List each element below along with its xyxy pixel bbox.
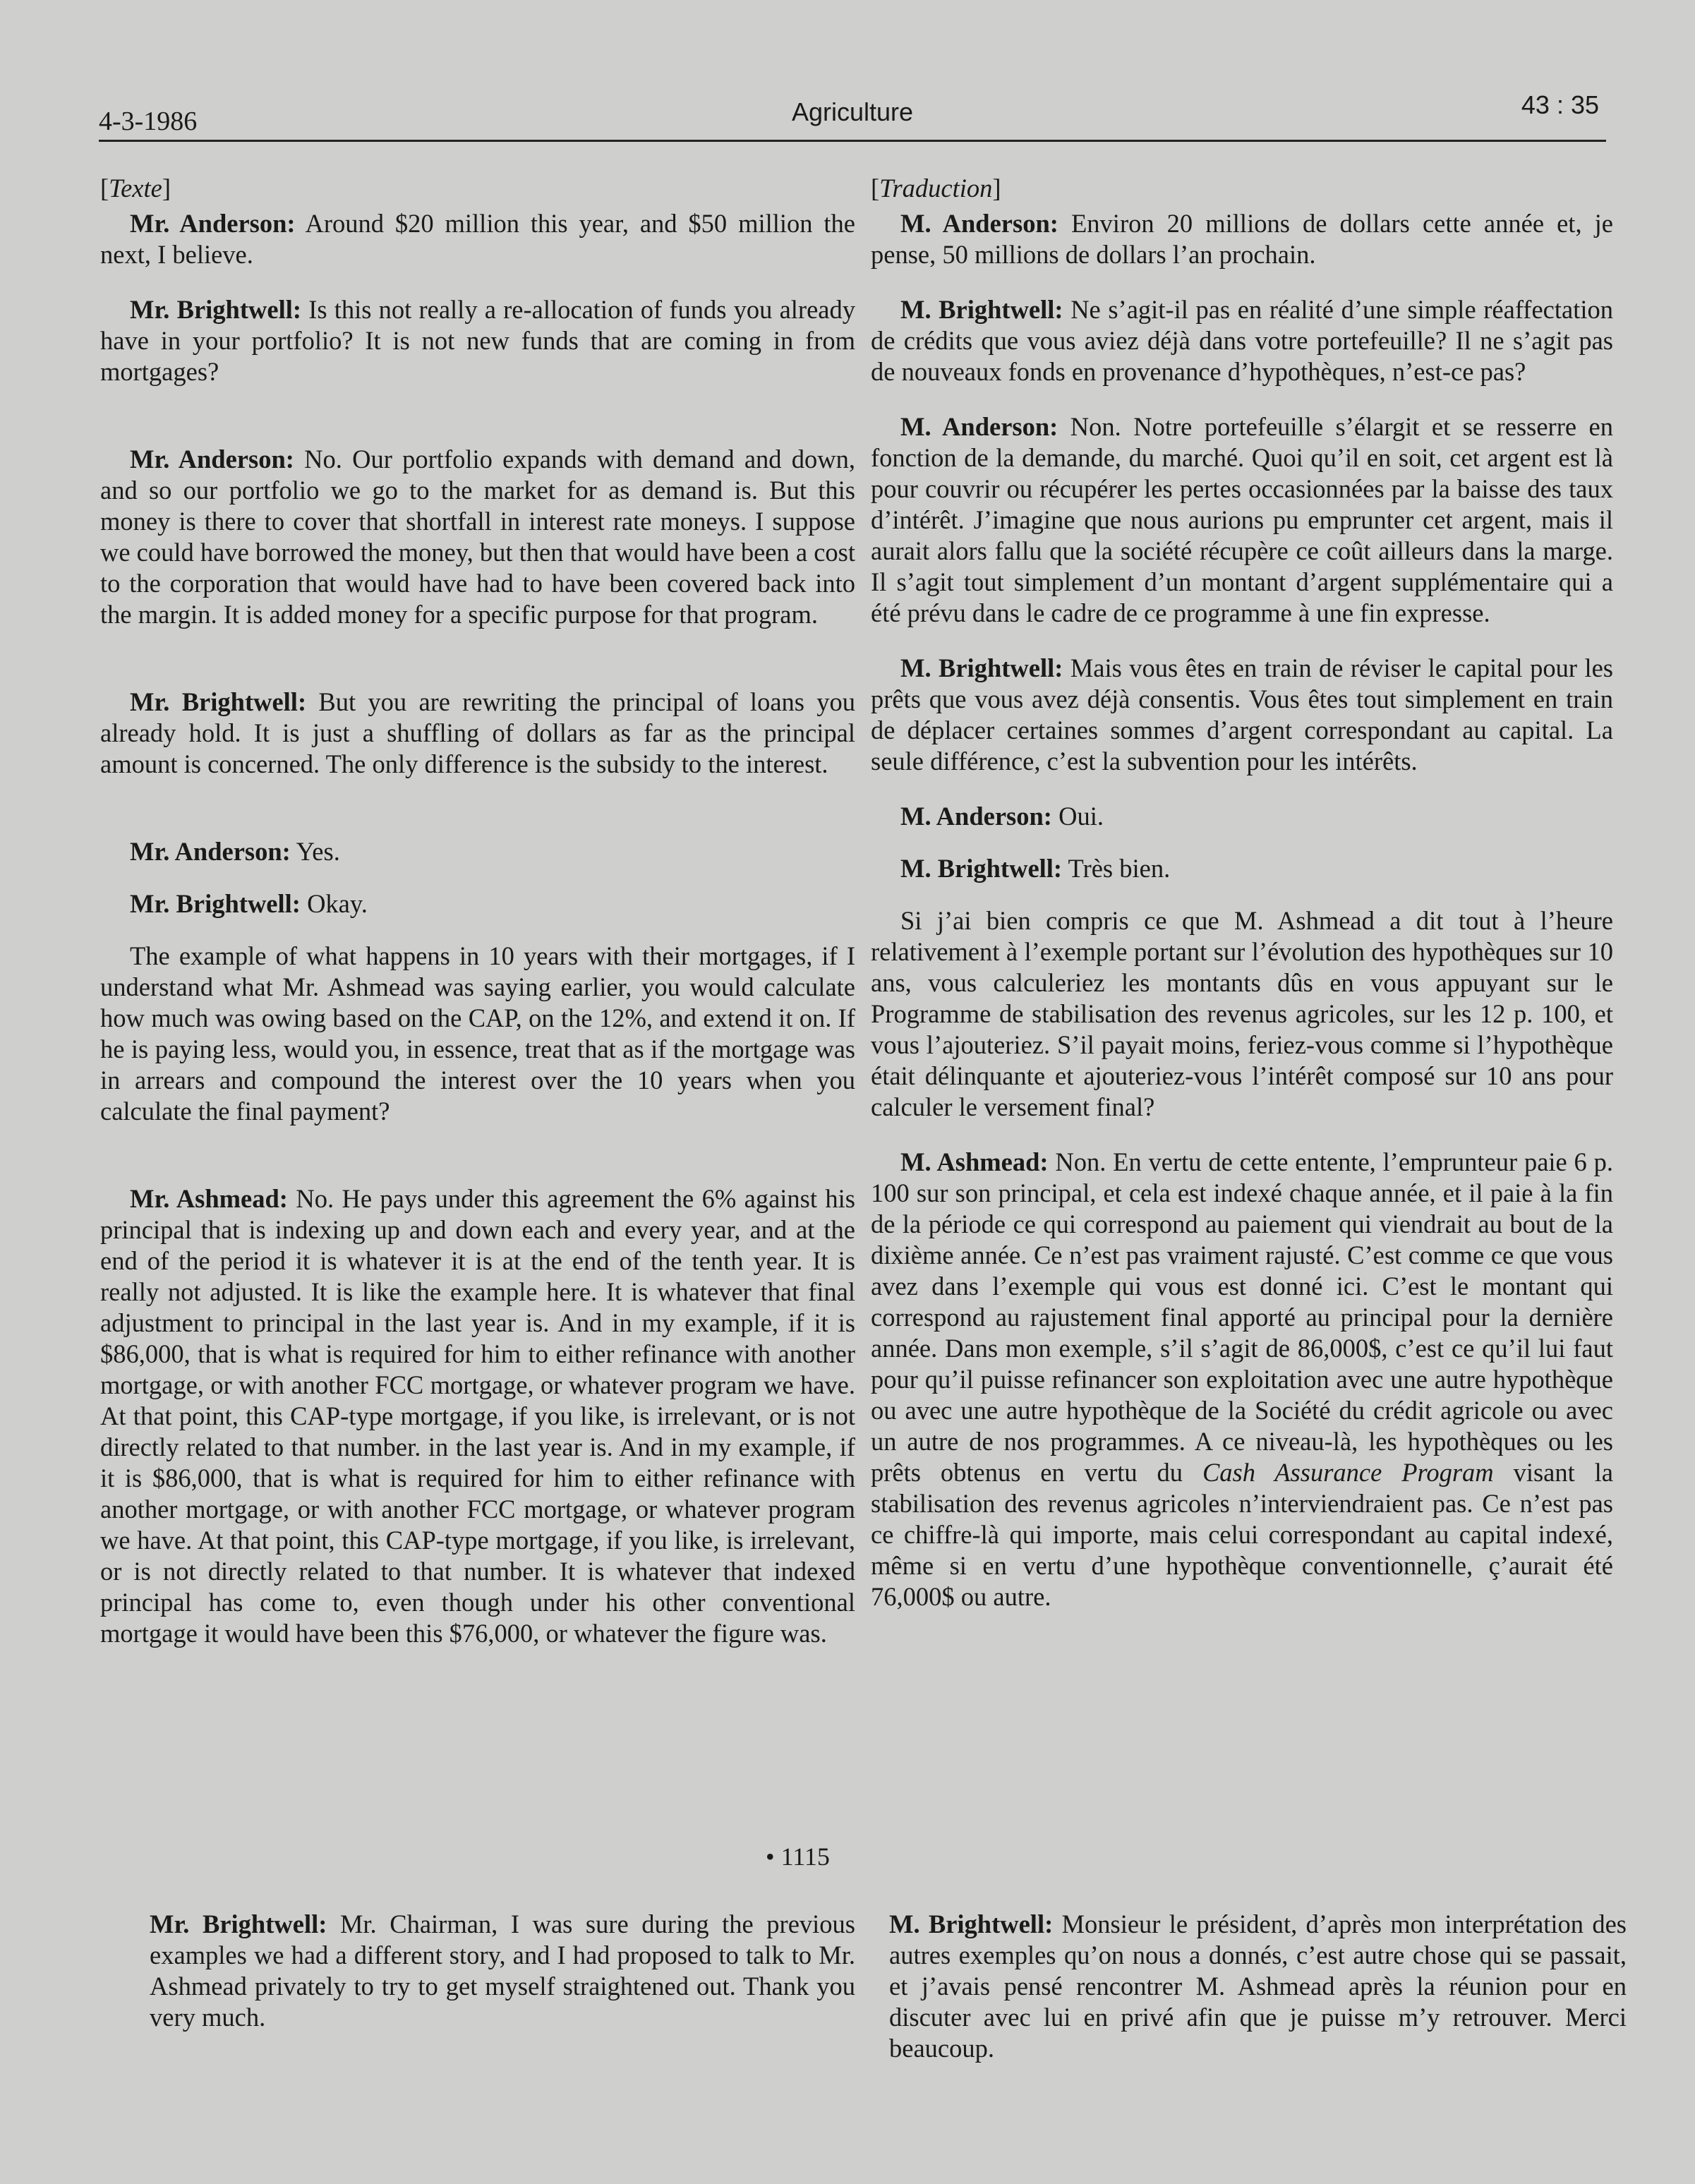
speech: Ne s’agit-il pas en réalité d’une simple réaffectation de crédits que vous aviez déjà dans votre portefeuille? Il ne s’agit pas de nouveaux fonds en provenance d’hypothèques, n’est-ce pas? bbox=[871, 295, 1613, 386]
paragraph bbox=[100, 1183, 855, 1649]
speech: Around $20 million this year, and $50 million the next, I believe. bbox=[100, 209, 855, 269]
paragraph bbox=[100, 836, 855, 867]
paragraph bbox=[871, 653, 1613, 777]
speaker: M. Anderson: bbox=[900, 412, 1058, 441]
paragraph bbox=[871, 1147, 1613, 1612]
speech: Okay. bbox=[300, 889, 368, 918]
header-page-number: 43 : 35 bbox=[1521, 90, 1599, 119]
paragraph bbox=[871, 411, 1613, 629]
program-name: Cash Assurance Program bbox=[1202, 1458, 1494, 1487]
french-closing bbox=[889, 1909, 1627, 2064]
speech: Is this not really a re-allocation of funds you already have in your portfolio? It is not new funds that are coming in from mortgages? bbox=[100, 295, 855, 386]
section-tag: [Texte] bbox=[100, 174, 171, 203]
english-column bbox=[100, 173, 855, 1673]
paragraph bbox=[100, 208, 855, 270]
time-marker: • 1115 bbox=[766, 1842, 830, 1871]
speaker: M. Anderson: bbox=[900, 802, 1052, 831]
speech: visant la stabilisation des revenus agricoles n’interviendraient pas. Ce n’est pas ce chiffre-là qui importe, mais celui correspondant au capital indexé, même si en vertu d’une hypothèque conventionnelle, ç’aurait été 76,000$ ou autre. bbox=[871, 1458, 1613, 1611]
speech: Oui. bbox=[1051, 802, 1104, 831]
speech: Mais vous êtes en train de réviser le capital pour les prêts que vous avez déjà consentis. Vous êtes tout simplement en train de déplacer certaines sommes d’argent correspondant au capital. La seule différence, c’est la subvention pour les intérêts. bbox=[871, 653, 1613, 776]
paragraph bbox=[871, 801, 1613, 832]
speaker: Mr. Anderson: bbox=[130, 445, 294, 473]
paragraph: The example of what happens in 10 years with their mortgages, if I understand what Mr. Ashmead was saying earlier, you would calculate how much was owing based on the CAP, on the 12%, and extend it on. If he is paying less, would you, in essence, treat that as if the mortgage was in arrears and compound the interest over the 10 years when you calculate the final payment? bbox=[100, 941, 855, 1126]
speaker: Mr. Brightwell: bbox=[130, 295, 301, 324]
speech: But you are rewriting the principal of loans you already hold. It is just a shuffling of dollars as far as the principal amount is concerned. The only difference is the subsidy to the interest. bbox=[100, 687, 856, 778]
speech: Non. Notre portefeuille s’élargit et se resserre en fonction de la demande, du marché. Quoi qu’il en soit, cet argent est là pour couvrir ou récupérer les pertes occasionnées par la baisse des taux d’intérêt. J’imagine que nous aurions pu emprunter cet argent, mais il aurait alors fallu que la société récupère ce coût ailleurs dans la marge. Il s’agit tout simplement d’un montant d’argent supplémentaire qui a été prévu dans le cadre de ce programme à une fin expresse. bbox=[871, 412, 1613, 627]
section-tag: [Traduction] bbox=[871, 174, 1001, 203]
speaker: M. Ashmead: bbox=[900, 1147, 1049, 1176]
french-column bbox=[871, 173, 1613, 1636]
speaker: Mr. Brightwell: bbox=[130, 687, 307, 716]
speaker: M. Brightwell: bbox=[900, 295, 1063, 324]
paragraph bbox=[150, 1909, 855, 2033]
speaker: M. Brightwell: bbox=[900, 854, 1063, 883]
header-title: Agriculture bbox=[791, 97, 914, 126]
speaker: Mr. Anderson: bbox=[130, 209, 296, 238]
speech: Environ 20 millions de dollars cette année et, je pense, 50 millions de dollars l’an prochain. bbox=[871, 209, 1613, 269]
speech: Non. En vertu de cette entente, l’emprunteur paie 6 p. 100 sur son principal, et cela est indexé chaque année, et il paie à la fin de la période ce qui correspond au paiement qui viendrait au bout de la dixième année. Ce n’est pas vraiment rajusté. C’est comme ce que vous avez dans l’exemple qui vous est donné ici. C’est le montant qui correspond au rajustement final apporté au principal pour la dernière année. Dans mon exemple, s’il s’agit de 86,000$, c’est ce qu’il lui faut pour qu’il puisse refinancer son exploitation avec une autre hypothèque ou avec une autre hypothèque de la Société du crédit agricole ou avec un autre de nos programmes. A ce niveau-là, les hypothèques ou les prêts obtenus en vertu du bbox=[871, 1147, 1613, 1487]
speech: No. Our portfolio expands with demand and down, and so our portfolio we go to the market for as demand is. But this money is there to cover that shortfall in interest rate moneys. I suppose we could have borrowed the money, but then that would have been a cost to the corporation that would have had to have been covered back into the margin. It is added money for a specific purpose for that program. bbox=[100, 445, 855, 629]
speaker: Mr. Ashmead: bbox=[130, 1184, 288, 1213]
paragraph bbox=[100, 444, 855, 630]
page-header bbox=[99, 90, 1606, 142]
tag-label: Texte bbox=[109, 174, 162, 203]
english-closing bbox=[150, 1909, 855, 2033]
speaker: M. Brightwell: bbox=[900, 653, 1063, 682]
speech: Mr. Chairman, I was sure during the previous examples we had a different story, and I had proposed to talk to Mr. Ashmead privately to try to get myself straightened out. Thank you very much. bbox=[150, 1910, 856, 2032]
paragraph bbox=[100, 888, 855, 919]
speaker: M. Anderson: bbox=[900, 209, 1058, 238]
tag-label: Traduction bbox=[879, 174, 993, 203]
speech: Yes. bbox=[290, 837, 340, 866]
paragraph bbox=[889, 1909, 1627, 2064]
speech: No. He pays under this agreement the 6% against his principal that is indexing up and down each and every year, and at the end of the period it is whatever it is at the end of the tenth year. It is really not adjusted. It is like the example here. It is whatever that final adjustment to principal in the last year is. And in my example, if it is $86,000, that is what is required for him to either refinance with another mortgage, or with another FCC mortgage, or whatever program we have. At that point, this CAP-type mortgage, if you like, is irrelevant, or is not directly related to that number. in the last year is. And in my example, if it is $86,000, that is what is required for him to either refinance with another mortgage, or with another FCC mortgage, or whatever program we have. At that point, this CAP-type mortgage, if you like, is irrelevant, or is not directly related to that number. It is whatever that indexed principal has come to, even though under his other conventional mortgage it would have been this $76,000, or whatever the figure was. bbox=[100, 1184, 855, 1648]
paragraph bbox=[871, 294, 1613, 387]
paragraph bbox=[871, 208, 1613, 270]
speech: Monsieur le président, d’après mon interprétation des autres exemples qu’on nous a donnés, c’est autre chose qui se passait, et j’avais pensé rencontrer M. Ashmead après la réunion pour en discuter avec lui en privé afin que je puisse m’y retrouver. Merci beaucoup. bbox=[889, 1910, 1627, 2063]
paragraph bbox=[871, 853, 1613, 884]
speech: Très bien. bbox=[1062, 854, 1171, 883]
speaker: Mr. Anderson: bbox=[130, 837, 291, 866]
paragraph: Si j’ai bien compris ce que M. Ashmead a dit tout à l’heure relativement à l’exemple portant sur l’évolution des hypothèques sur 10 ans, vous calculeriez les montants dûs en vous appuyant sur le Programme de stabilisation des revenus agricoles, sur les 12 p. 100, et vous l’ajouteriez. S’il payait moins, feriez-vous comme si l’hypothèque était délinquante et ajouteriez-vous l’intérêt composé sur 10 ans pour calculer le versement final? bbox=[871, 906, 1613, 1121]
paragraph bbox=[100, 687, 855, 780]
header-date: 4-3-1986 bbox=[99, 107, 198, 136]
paragraph bbox=[100, 294, 855, 387]
speaker: Mr. Brightwell: bbox=[150, 1910, 327, 1938]
speaker: M. Brightwell: bbox=[889, 1910, 1054, 1938]
speaker: Mr. Brightwell: bbox=[130, 889, 301, 918]
